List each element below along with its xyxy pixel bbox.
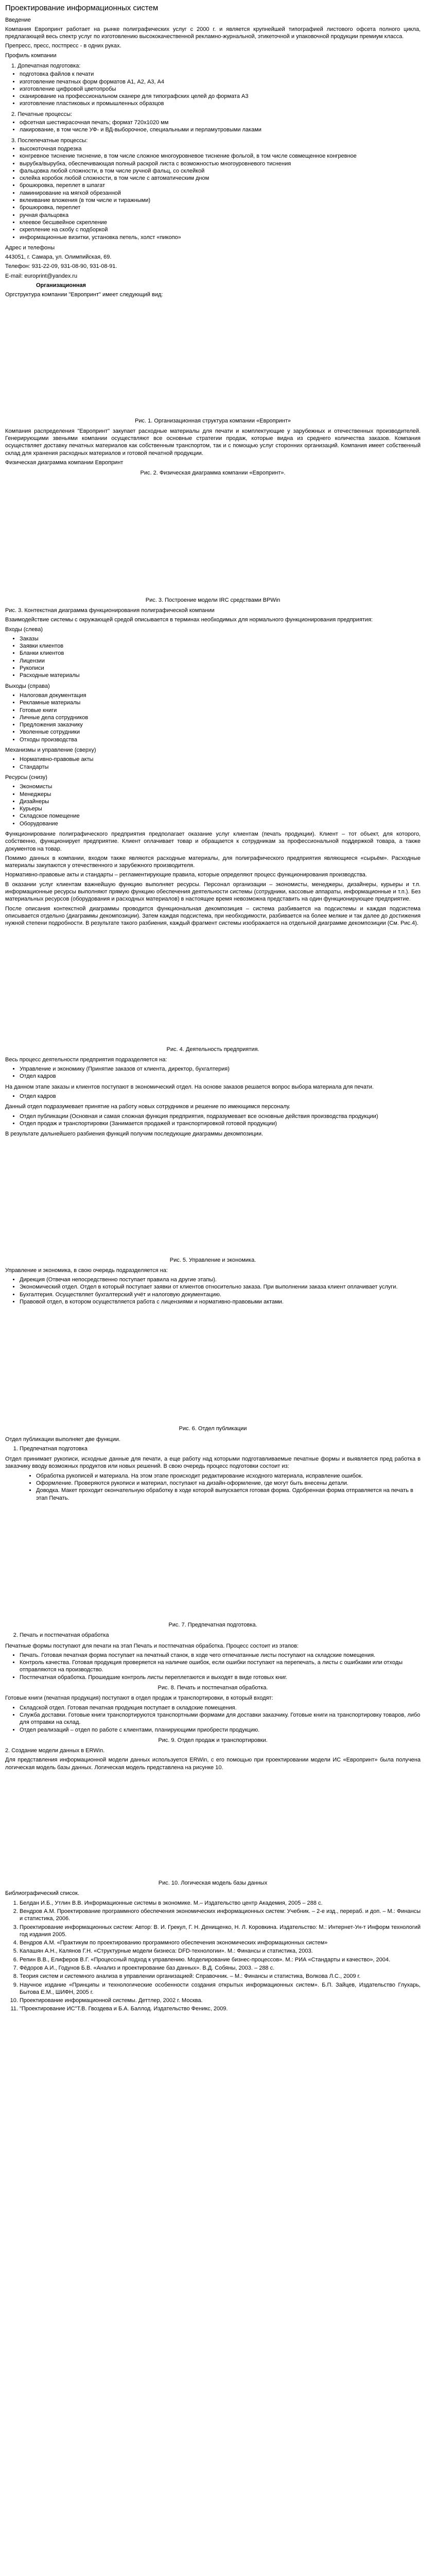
list-item: • Экономический отдел. Отдел в который поступает заявки от клиентов относительно заказа. При выполнении заказа клиент оплачивает услуги. bbox=[20, 1283, 421, 1291]
function-paragraph-3: Нормативно-правовые акты и стандарты – регламентирующие правила, которые определяют процесс функционирования производства. bbox=[5, 872, 367, 878]
physical-model-heading: Физическая диаграмма компании Европринт bbox=[5, 460, 124, 466]
figure-5-caption: Рис. 5. Управление и экономика. bbox=[169, 1257, 256, 1263]
list-item: 7. Фёдоров А.И., Годунов Б.В. «Анализ и проектирование баз данных». В.Д. Собяны, 2003. – 288 с. bbox=[20, 1964, 421, 1972]
figure-8-caption: Рис. 8. Печать и постпечатная обработка. bbox=[158, 1685, 268, 1691]
list-item: • Складской отдел. Готовая печатная продукция поступает в складские помещения. bbox=[20, 1704, 421, 1711]
function-paragraph-2: Помимо данных в компании, входом также являются расходные материалы, для полиграфического предприятия являющиеся «сырьём». Расходные материалы закупаются у отечественного и зарубежного производителя. bbox=[5, 855, 421, 869]
intro-heading: Введение bbox=[5, 16, 31, 23]
list-item: • Отдел продаж и транспортировки (Занимается продажей и транспортировкой готовой продукции) bbox=[20, 1120, 421, 1127]
figure-6-placeholder bbox=[5, 1309, 421, 1422]
figure-7-placeholder bbox=[5, 1505, 421, 1618]
subsystems-intro: Весь процесс деятельности предприятия подразделяется на: bbox=[5, 1056, 167, 1063]
mechanisms-label: Механизмы и управление (сверху) bbox=[5, 747, 96, 754]
list-item: • информационные визитки, установка петель, холст «пикопо» bbox=[20, 234, 421, 241]
outputs-list bbox=[5, 692, 421, 743]
address: 443051, г. Самара, ул. Олимпийская, 69. bbox=[5, 254, 112, 261]
section-1-list bbox=[5, 71, 421, 107]
list-item: • Заказы bbox=[20, 635, 421, 642]
email-link[interactable] bbox=[5, 273, 421, 280]
list-item: 6. Репин В.В., Елиферов В.Г. «Процессный подход к управлению. Моделирование бизнес-процессов». М.: РИА «Стандарты и качество», 2004. bbox=[20, 1956, 421, 1963]
list-item: • фальцовка любой сложности, в том числе ручной фальц, со склейкой bbox=[20, 167, 421, 175]
resources-label: Ресурсы (снизу) bbox=[5, 774, 47, 781]
list-item: • Лицензии bbox=[20, 657, 421, 665]
list-item: • вклеивание вложения (в том числе и тиражными) bbox=[20, 197, 421, 204]
publication-list-1 bbox=[5, 1445, 421, 1452]
list-item: • Бланки клиентов bbox=[20, 650, 421, 657]
subsystems-list-2 bbox=[5, 1093, 421, 1100]
figure-6-caption: Рис. 6. Отдел публикации bbox=[179, 1426, 247, 1432]
list-item: • ручная фальцовка bbox=[20, 212, 421, 219]
list-item: 5. Калашян А.Н., Калянов Г.Н. «Структурные модели бизнеса: DFD-технологии». М.: Финансы и статистика, 2003. bbox=[20, 1947, 421, 1955]
list-item: • Бухгалтерия. Осуществляет бухгалтерский учёт и налоговую документацию. bbox=[20, 1291, 421, 1298]
list-item: • Доводка. Макет проходит окончательную обработку в ходе которой выпускается готовая форма. Одобренная форма отправляется на печать в этап Печать. bbox=[36, 1487, 421, 1502]
list-item: • Отдел реализаций – отдел по работе с клиентами, планирующими приобрести продукцию. bbox=[20, 1726, 421, 1734]
figure-3-caption: Рис. 3. Построение модели IRC средствами BPWin bbox=[145, 597, 281, 603]
list-item: • брошюровка, переплет bbox=[20, 204, 421, 211]
list-item: • изготовление цифровой цветопробы bbox=[20, 86, 421, 93]
list-item: • высокоточная подрезка bbox=[20, 145, 421, 152]
intro-paragraph-2: Препресс, пресс, постпресс - в одних руках. bbox=[5, 43, 121, 49]
list-item: • Оформление. Проверяются рукописи и материал, поступают на дизайн-оформление, где могут быть внесены детали. bbox=[36, 1480, 421, 1487]
outputs-label: Выходы (справа) bbox=[5, 683, 50, 689]
list-item: 8. Теория систем и системного анализа в управлении организацией: Справочник. – М.: Финансы и статистика, Волкова Л.С., 2009 г. bbox=[20, 1973, 421, 1980]
list-item: • Отдел кадров bbox=[20, 1073, 421, 1080]
list-item: • Отдел кадров bbox=[20, 1093, 421, 1100]
publication-intro: Отдел публикации выполняет две функции. bbox=[5, 1436, 120, 1443]
list-item: • Заявки клиентов bbox=[20, 642, 421, 650]
profile-heading: Профиль компании bbox=[5, 52, 57, 59]
list-item: 2. Вендров А.М. Проектирование программного обеспечения экономических информационных систем: Учебник. – 2-е изд., перераб. и доп. – М.: Финансы и статистика, 2006. bbox=[20, 1908, 421, 1923]
management-intro: Управление и экономика, в свою очередь подразделяется на: bbox=[5, 1267, 168, 1274]
list-item: • лакирование, в том числе УФ- и ВД-выборочное, специальными и перламутровыми лаками bbox=[20, 126, 421, 133]
list-item: • Нормативно-правовые акты bbox=[20, 756, 421, 763]
section-2-title: 2. Печатные процессы: bbox=[11, 111, 73, 117]
section-3-title: 3. Послепечатные процессы: bbox=[11, 137, 88, 144]
figure-4-placeholder bbox=[5, 929, 421, 1043]
list-item: • Дизайнеры bbox=[20, 798, 421, 805]
figure-10-placeholder bbox=[5, 1773, 421, 1876]
list-item: 1. Предпечатная подготовка bbox=[20, 1445, 421, 1452]
list-item: • Личные дела сотрудников bbox=[20, 714, 421, 721]
list-item: • склейка коробок любой сложности, в том числе с автоматическим дном bbox=[20, 175, 421, 182]
section-3-list bbox=[5, 145, 421, 241]
list-item: • Стандарты bbox=[20, 764, 421, 771]
hr-list bbox=[5, 1113, 421, 1128]
figure-3-placeholder bbox=[5, 480, 421, 594]
list-item: • сканирование на профессиональном сканере для типографских целей до формата А3 bbox=[20, 93, 421, 100]
list-item: • изготовление пластиковых и промышленных образцов bbox=[20, 100, 421, 107]
print-paragraph: Печатные формы поступают для печати на этап Печать и постпечатная обработка. Процесс состоит из этапов: bbox=[5, 1642, 299, 1649]
inputs-list bbox=[5, 635, 421, 680]
inputs-label: Входы (слева) bbox=[5, 626, 43, 633]
function-paragraph-5: После описания контекстной диаграммы проводится функциональная декомпозиция – система разбивается на подсистемы и каждая подсистема описывается отдельно (диаграммы декомпозиции). Затем каждая подсистема, при необходимости, разбивается на более мелкие и так далее до достижения нужной степени подробности. В результате такого разбиения, каждый фрагмент системы изображается на отдельной диаграмме декомпозиции (См. Рис.4). bbox=[5, 905, 421, 927]
figure-5-placeholder bbox=[5, 1140, 421, 1253]
erwin-paragraph: Для представления информационной модели данных используется ERWin, с его помощью при проектировании модели ИС «Европринт» была получена логическая модель базы данных. Логическая модель представлена на рисунке 10. bbox=[5, 1757, 421, 1771]
list-item: • клеевое бесшвейное скрепление bbox=[20, 219, 421, 226]
section-2-list bbox=[5, 119, 421, 134]
org-text: Оргструктура компании "Европринт" имеет следующий вид: bbox=[5, 292, 163, 298]
resources-list bbox=[5, 783, 421, 827]
list-item: • Экономисты bbox=[20, 783, 421, 790]
list-item: 1. Белдан И.Б., Утлин В.В. Информационные системы в экономике. М.– Издательство центр Академия, 2005 – 288 с. bbox=[20, 1900, 421, 1907]
publication-sublist bbox=[5, 1472, 421, 1502]
list-item: • Готовые книги bbox=[20, 707, 421, 714]
sales-list bbox=[5, 1704, 421, 1734]
mechanisms-list bbox=[5, 756, 421, 771]
list-item: • Управление и экономику (Принятие заказов от клиента, директор, бухгалтерия) bbox=[20, 1065, 421, 1073]
figure-7-caption: Рис. 7. Предпечатная подготовка. bbox=[168, 1621, 257, 1628]
list-item: • Курьеры bbox=[20, 805, 421, 812]
org-heading: Организационная bbox=[36, 282, 86, 289]
bibliography-heading: Библиографический список. bbox=[5, 1890, 80, 1897]
list-item: • брошюровка, переплет в шпагат bbox=[20, 182, 421, 189]
figure-3-subcaption: Рис. 3. Контекстная диаграмма функционирования полиграфической компании bbox=[5, 607, 215, 614]
figure-10-caption: Рис. 10. Логическая модель базы данных bbox=[158, 1880, 268, 1887]
function-paragraph-4: В оказании услуг клиентам важнейшую функцию выполняет ресурсы. Персонал организации – экономисты, менеджеры, дизайнеры, курьеры и т.п. информационные ресурсы выполняют прямую функцию обеспечения деятельности системы (сотрудники, кассовые аппараты, информационные и т.п.). Без материальных ресурсов (оборудования и расходных материалов) в настоящее время невозможна представить на один функционирующее предприятие. bbox=[5, 881, 421, 903]
bibliography-list bbox=[5, 1900, 421, 2013]
list-item: • Отдел публикации (Основная и самая сложная функция предприятия, подразумевает все основные действия производства продукции) bbox=[20, 1113, 421, 1120]
management-list bbox=[5, 1276, 421, 1306]
list-item: • Оборудование bbox=[20, 820, 421, 827]
list-item: • Постпечатная обработка. Прошедшие контроль листы переплетаются и выходят в виде готовых книг. bbox=[20, 1674, 421, 1681]
intro-paragraph-1: Компания Европринт работает на рынке полиграфических услуг с 2000 г. и является крупнейшей типографией листового офсета полного цикла, предлагающей весь спектр услуг по изготовлению высококачественной рекламно-журнальной, этикеточной и упаковочной продукции премиум класса. bbox=[5, 26, 421, 40]
list-item: 3. Проектирование информационных систем: Автор: В. И. Грекул, Г. Н. Денищенко, Н. Л. Коровкина. Издательство: М.: Интернет-Ун-т Информ технологий год издания 2005. bbox=[20, 1924, 421, 1939]
list-item: 11. "Проектирование ИС"Т.В. Гвоздева и Б.А. Баллод. Издательство Феникс, 2009. bbox=[20, 2005, 421, 2012]
list-item: • Рекламные материалы bbox=[20, 699, 421, 706]
hr-paragraph: Данный отдел подразумевает принятие на работу новых сотрудников и решение по имеющимся персоналу. bbox=[5, 1104, 291, 1110]
list-item: • Расходные материалы bbox=[20, 672, 421, 679]
email[interactable]: E-mail: europrint@yandex.ru bbox=[5, 273, 78, 279]
list-item: 9. Научное издание «Принципы и технологические особенности создания открытых информационных систем». Б.П. Зайцев, Издательство Глухарь, Бытова Е.М., ШИФН, 2005 г. bbox=[20, 1981, 421, 1996]
list-item: • Налоговая документация bbox=[20, 692, 421, 699]
list-item: • Обработка рукописей и материала. На этом этапе происходит редактирование исходного материала, исправление ошибок. bbox=[36, 1472, 421, 1480]
list-item: • Менеджеры bbox=[20, 791, 421, 798]
figure-9-caption: Рис. 9. Отдел продаж и транспортировки. bbox=[158, 1737, 268, 1743]
context-paragraph: Взаимодействие системы с окружающей средой описывается в терминах необходимых для нормального функционирования предприятия: bbox=[5, 617, 373, 623]
publication-list-2 bbox=[5, 1632, 421, 1639]
figure-1-placeholder bbox=[5, 301, 421, 414]
list-item: • Контроль качества. Готовая продукция проверяется на наличие ошибок, если ошибки поступают на перепечать, а листы с ошибками или отходы отправляются на производство. bbox=[20, 1659, 421, 1674]
list-item: • Дирекция (Отвечая непосредственно поступает правила на другие этапы). bbox=[20, 1276, 421, 1283]
publication-paragraph: Отдел принимает рукописи, исходные данные для печати, а еще работу над которыми подготавливаемые печатные формы и выявляется пред работка в заказчику вводу возможных продуктов или новых решений. В свою очередь процесс подготовки состоит из: bbox=[5, 1456, 421, 1470]
list-item: • Уволенные сотрудники bbox=[20, 728, 421, 736]
list-item: • Служба доставки. Готовые книги транспортируются транспортными формами для доставки заказчику. Готовые книги на транспортировку товаров, либо для отправки на склад. bbox=[20, 1711, 421, 1726]
list-item: • ламинирование на мягкой обрезанной bbox=[20, 190, 421, 197]
list-item: • вырубка/вырубка, обеспечивающая полный раскрой листа с возможностью многоуровневого тиснения bbox=[20, 160, 421, 167]
list-item: • подготовка файлов к печати bbox=[20, 71, 421, 78]
sales-paragraph: Готовые книги (печатная продукция) поступают в отдел продаж и транспортировки, в который входят: bbox=[5, 1695, 273, 1702]
list-item: 2. Печать и постпечатная обработка bbox=[20, 1632, 421, 1639]
paragraph-after-fig1: Компания распределения "Европринт" закупает расходные материалы для печати и комплектующие у зарубежных и отечественных производителей. Генерирующими звеньями компании осуществляют все основные стратегии продаж, которые видна из среднего количества заказов. Компания осуществляет доставку печатных материалов как собственным транспортом, так и с помощью услуг сторонних организаций. Компания имеет собственный склад для хранения расходных материалов и готовой печатной продукции. bbox=[5, 428, 421, 456]
list-item: • конгревное тиснение тиснение, в том числе сложное многоуровневое тиснение фольгой, в том числе совмещенное конгревное bbox=[20, 152, 421, 160]
list-item: 4. Вендров А.М. «Практикум по проектированию программного обеспечения экономических информационных систем» bbox=[20, 1939, 421, 1946]
list-item: • Отходы производства bbox=[20, 736, 421, 743]
list-item: • Правовой отдел, в котором осуществляется работа с лицензиями и нормативно-правовыми актами. bbox=[20, 1298, 421, 1306]
print-list bbox=[5, 1652, 421, 1681]
list-item: • Предложения заказчику bbox=[20, 721, 421, 728]
decomposition-paragraph: В результате дальнейшего разбиения функций получим последующие диаграммы декомпозиции. bbox=[5, 1131, 264, 1138]
list-item: • Рукописи bbox=[20, 665, 421, 672]
phone: Телефон: 931-22-09, 931-08-90, 931-08-91. bbox=[5, 263, 117, 270]
list-item: • изготовление печатных форм форматов А1, А2, А3, А4 bbox=[20, 78, 421, 86]
list-item: 10. Проектирование информационной системы. Деттлер, 2002 г. Москва. bbox=[20, 1997, 421, 2004]
section-1-title: 1. Допечатная подготовка: bbox=[11, 62, 81, 69]
erwin-section-title: 2. Создание модели данных в ERWin. bbox=[5, 1748, 105, 1754]
figure-1-caption: Рис. 1. Организационная структура компании «Европринт» bbox=[135, 417, 291, 424]
list-item: • Печать. Готовая печатная форма поступает на печатный станок, в ходе чего отпечатанные листы поступают на складские помещения. bbox=[20, 1652, 421, 1659]
address-label: Адрес и телефоны bbox=[5, 244, 55, 251]
subsystems-list bbox=[5, 1065, 421, 1080]
list-item: • офсетная шестикрасочная печать; формат 720x1020 мм bbox=[20, 119, 421, 126]
list-item: • Складское помещение bbox=[20, 812, 421, 820]
list-item: • скрепление на скобу с подборкой bbox=[20, 226, 421, 233]
figure-2-caption: Рис. 2. Физическая диаграмма компании «Европринт». bbox=[140, 470, 286, 477]
figure-4-caption: Рис. 4. Деятельность предприятия. bbox=[166, 1046, 259, 1053]
subsystems-paragraph: На данном этапе заказы и клиентов поступают в экономический отдел. На основе заказов решается вопрос выбора материала для печати. bbox=[5, 1083, 374, 1090]
function-paragraph-1: Функционирование полиграфического предприятия предполагает оказание услуг клиентам (печать продукции). Клиент – тот объект, для которого, собственно, функционирует предприятие. Клиент оплачивает товар и обращается к сотрудникам за профессиональной поддержкой товара, а также документов на товар. bbox=[5, 831, 421, 852]
page-title: Проектирование информационных систем bbox=[5, 4, 159, 12]
